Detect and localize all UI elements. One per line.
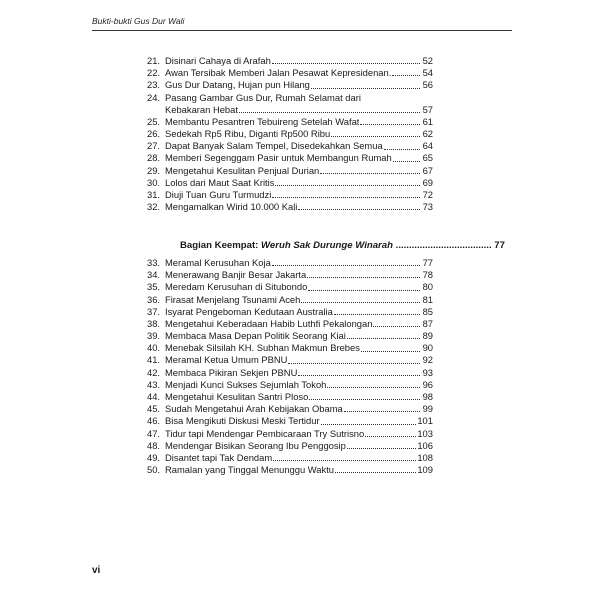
- toc-entry[interactable]: [147, 281, 433, 293]
- entry-number: 50.: [147, 464, 161, 476]
- dot-leader: [309, 399, 420, 400]
- header-rule: [92, 30, 512, 31]
- entry-page: 69: [422, 176, 433, 188]
- entry-number: 46.: [147, 415, 161, 427]
- entry-number: 22.: [147, 67, 161, 79]
- entry-page: 101: [417, 415, 433, 427]
- entry-number: 27.: [147, 140, 161, 152]
- dot-leader: [307, 277, 420, 278]
- entry-page: 61: [422, 115, 433, 127]
- entry-number: 35.: [147, 281, 161, 293]
- entry-number: 36.: [147, 293, 161, 305]
- dot-leader: [301, 302, 420, 303]
- entry-title: Dapat Banyak Salam Tempel, Disedekahkan Semua: [165, 140, 383, 152]
- entry-number: 40.: [147, 342, 161, 354]
- entry-number: 34.: [147, 269, 161, 281]
- dot-leader: [308, 290, 420, 291]
- entry-title: Diuji Tuan Guru Turmudzi: [165, 189, 272, 201]
- entry-number: 49.: [147, 451, 161, 463]
- dot-leader: [335, 472, 416, 473]
- dot-leader: [272, 197, 420, 198]
- entry-title: Mengetahui Kesulitan Penjual Durian: [165, 164, 320, 176]
- toc-entry[interactable]: [147, 55, 433, 67]
- entry-number: 28.: [147, 152, 161, 164]
- entry-title: Sedekah Rp5 Ribu, Diganti Rp500 Ribu: [165, 128, 331, 140]
- entry-page: 78: [422, 269, 433, 281]
- entry-number: 48.: [147, 439, 161, 451]
- toc-entry[interactable]: [147, 391, 433, 403]
- entry-number: 37.: [147, 305, 161, 317]
- dot-leader: [393, 161, 420, 162]
- entry-page: 99: [422, 403, 433, 415]
- toc-entry[interactable]: [147, 189, 433, 201]
- dot-leader: [239, 112, 420, 113]
- entry-title: Menjadi Kunci Sukses Sejumlah Tokoh: [165, 378, 327, 390]
- dot-leader: [347, 338, 420, 339]
- toc-list-part-four: [147, 257, 433, 476]
- dot-leader: [298, 375, 420, 376]
- entry-number: 45.: [147, 403, 161, 415]
- entry-page: 56: [422, 79, 433, 91]
- toc-entry-continuation[interactable]: [147, 104, 433, 116]
- entry-number: 23.: [147, 79, 161, 91]
- entry-number: 44.: [147, 391, 161, 403]
- entry-page: 108: [417, 451, 433, 463]
- dot-leader: [273, 460, 416, 461]
- entry-title: Mengetahui Keberadaan Habib Luthfi Pekalongan: [165, 317, 373, 329]
- entry-title: Mengamalkan Wirid 10.000 Kali: [165, 201, 298, 213]
- toc-entry[interactable]: [147, 153, 433, 165]
- dot-leader: [344, 411, 420, 412]
- entry-page: 67: [422, 164, 433, 176]
- running-head: Bukti-bukti Gus Dur Wali: [92, 16, 185, 26]
- toc-entry[interactable]: [147, 165, 433, 177]
- toc-entry[interactable]: [147, 140, 433, 152]
- toc-entry[interactable]: [147, 428, 433, 440]
- dot-leader: [272, 63, 420, 64]
- toc-entry[interactable]: [147, 79, 433, 91]
- entry-page: 57: [422, 103, 433, 115]
- entry-number: 26.: [147, 128, 161, 140]
- entry-number: 47.: [147, 427, 161, 439]
- entry-title: Firasat Menjelang Tsunami Aceh: [165, 293, 301, 305]
- entry-number: 39.: [147, 330, 161, 342]
- dot-leader: [320, 173, 420, 174]
- entry-page: 62: [422, 128, 433, 140]
- entry-number: 31.: [147, 189, 161, 201]
- entry-page: 98: [422, 391, 433, 403]
- entry-page: 65: [422, 152, 433, 164]
- toc-entry[interactable]: [147, 379, 433, 391]
- dot-leader: [275, 185, 420, 186]
- entry-page: 72: [422, 189, 433, 201]
- entry-page: 93: [422, 366, 433, 378]
- entry-title: Membaca Pikiran Sekjen PBNU: [165, 366, 298, 378]
- toc-entry[interactable]: [147, 464, 433, 476]
- toc-entry[interactable]: [147, 92, 433, 104]
- toc-entry[interactable]: [147, 116, 433, 128]
- toc-entry[interactable]: [147, 269, 433, 281]
- dot-leader: [373, 326, 420, 327]
- entry-number: 43.: [147, 378, 161, 390]
- page-folio: vi: [92, 565, 101, 576]
- toc-entry[interactable]: [147, 67, 433, 79]
- dot-leader: [365, 436, 416, 437]
- section-page: 77: [494, 240, 505, 251]
- dot-leader: [311, 88, 420, 89]
- entry-number: 24.: [147, 91, 161, 103]
- entry-title: Mengetahui Kesulitan Santri Ploso: [165, 391, 309, 403]
- entry-number: 21.: [147, 54, 161, 66]
- dot-leader: [392, 75, 420, 76]
- entry-number: 38.: [147, 317, 161, 329]
- entry-title: Isyarat Pengeboman Kedutaan Australia: [165, 305, 333, 317]
- entry-number: 32.: [147, 201, 161, 213]
- entry-page: 106: [417, 439, 433, 451]
- entry-title: Memberi Segenggam Pasir untuk Membangun Rumah: [165, 152, 392, 164]
- entry-page: 81: [422, 293, 433, 305]
- entry-number: 30.: [147, 176, 161, 188]
- entry-title: Membaca Masa Depan Politik Seorang Kiai: [165, 330, 346, 342]
- entry-page: 90: [422, 342, 433, 354]
- entry-page: 109: [417, 464, 433, 476]
- dot-leader: [334, 314, 420, 315]
- dot-leader: [288, 363, 420, 364]
- toc-entry[interactable]: [147, 355, 433, 367]
- dot-leader: [360, 124, 420, 125]
- entry-title: Menebak Silsilah KH. Subhan Makmun Brebes: [165, 342, 360, 354]
- dot-leader: [384, 149, 420, 150]
- entry-title: Meredam Kerusuhan di Situbondo: [165, 281, 308, 293]
- dot-leader: [298, 209, 420, 210]
- entry-page: 64: [422, 140, 433, 152]
- entry-page: 92: [422, 354, 433, 366]
- section-subtitle: Weruh Sak Durunge Winarah: [261, 240, 393, 251]
- entry-title: Lolos dari Maut Saat Kritis: [165, 176, 275, 188]
- toc-entry[interactable]: [147, 294, 433, 306]
- entry-title: Meramal Ketua Umum PBNU: [165, 354, 288, 366]
- entry-title: Meramal Kerusuhan Koja: [165, 256, 271, 268]
- entry-title: Sudah Mengetahui Arah Kebijakan Obama: [165, 403, 343, 415]
- entry-title: Tidur tapi Mendengar Pembicaraan Try Sutrisno: [165, 427, 365, 439]
- dot-leader: [327, 387, 420, 388]
- toc-entry[interactable]: [147, 342, 433, 354]
- toc-list-part-three: [147, 55, 433, 213]
- toc-entry[interactable]: [147, 415, 433, 427]
- entry-page: 96: [422, 378, 433, 390]
- toc-entry[interactable]: [147, 318, 433, 330]
- dot-leader: [347, 448, 416, 449]
- entry-title: Bisa Mengikuti Diskusi Meski Tertidur: [165, 415, 320, 427]
- entry-page: 73: [422, 201, 433, 213]
- entry-page: 52: [422, 54, 433, 66]
- entry-title: Disantet tapi Tak Dendam: [165, 451, 273, 463]
- entry-title: Disinari Cahaya di Arafah: [165, 54, 271, 66]
- toc-entry[interactable]: [147, 257, 433, 269]
- entry-title: Awan Tersibak Memberi Jalan Pesawat Kepresidenan.: [165, 67, 392, 79]
- entry-page: 80: [422, 281, 433, 293]
- entry-number: 29.: [147, 164, 161, 176]
- section-heading[interactable]: [180, 240, 505, 251]
- dot-leader: [361, 351, 420, 352]
- dot-leader: [331, 136, 420, 137]
- entry-number: 33.: [147, 256, 161, 268]
- entry-page: 87: [422, 317, 433, 329]
- toc-entry[interactable]: [147, 452, 433, 464]
- toc-entry[interactable]: [147, 128, 433, 140]
- toc-entry[interactable]: [147, 440, 433, 452]
- entry-page: 89: [422, 330, 433, 342]
- dot-leader: [321, 424, 417, 425]
- entry-title: Ramalan yang Tinggal Menunggu Waktu: [165, 464, 335, 476]
- toc-entry[interactable]: [147, 177, 433, 189]
- entry-number: 41.: [147, 354, 161, 366]
- entry-page: 77: [422, 256, 433, 268]
- toc-entry[interactable]: [147, 201, 433, 213]
- entry-title: Membantu Pesantren Tebuireng Setelah Wafat: [165, 115, 360, 127]
- entry-title: Mendengar Bisikan Seorang Ibu Penggosip: [165, 439, 346, 451]
- entry-title: Pasang Gambar Gus Dur, Rumah Selamat dari: [165, 91, 361, 103]
- entry-title: Menerawang Banjir Besar Jakarta: [165, 269, 307, 281]
- dot-leader: [272, 265, 420, 266]
- entry-title-continued: Kebakaran Hebat: [165, 103, 238, 115]
- section-leader: ....................................: [392, 240, 495, 251]
- section-label: Bagian Keempat:: [180, 240, 259, 251]
- toc-entry[interactable]: [147, 367, 433, 379]
- entry-title: Gus Dur Datang, Hujan pun Hilang: [165, 79, 310, 91]
- toc-entry[interactable]: [147, 306, 433, 318]
- entry-number: 42.: [147, 366, 161, 378]
- toc-entry[interactable]: [147, 403, 433, 415]
- entry-page: 85: [422, 305, 433, 317]
- toc-entry[interactable]: [147, 330, 433, 342]
- entry-number: 25.: [147, 115, 161, 127]
- entry-page: 54: [422, 67, 433, 79]
- entry-page: 103: [417, 427, 433, 439]
